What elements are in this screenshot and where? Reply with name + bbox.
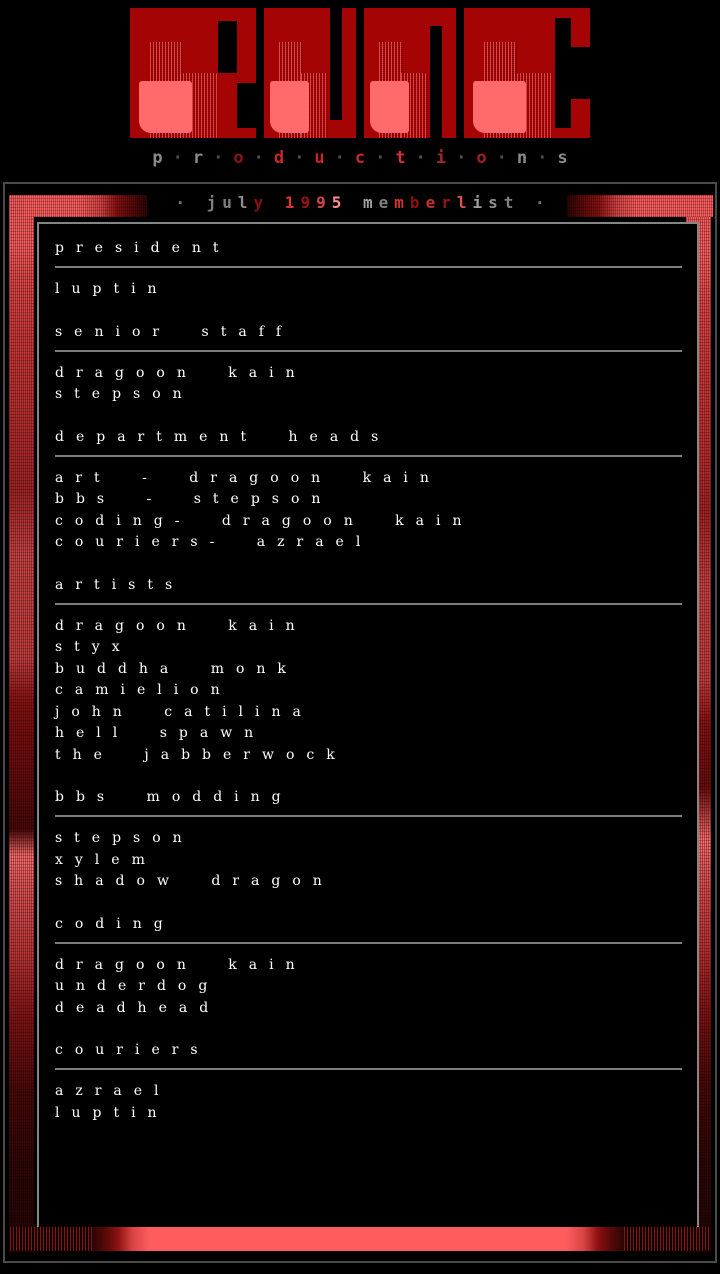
member-row: stepson	[55, 830, 194, 846]
char: ·	[213, 148, 224, 168]
logo-letter-n	[364, 8, 456, 138]
fade-segment	[92, 1227, 150, 1251]
member-row: john catilina	[55, 703, 313, 720]
char: l	[237, 193, 248, 212]
char: c	[354, 148, 366, 168]
section-couriers	[55, 1040, 697, 1124]
section-header: coding	[55, 915, 175, 932]
char: ·	[415, 148, 426, 168]
section-header: department heads	[55, 428, 391, 445]
member-row: stepson	[55, 386, 194, 402]
char: ·	[334, 148, 345, 168]
members-list	[55, 457, 697, 554]
char: s	[557, 148, 568, 168]
char: ·	[537, 148, 548, 168]
char: i	[472, 193, 483, 212]
salmon-bar	[150, 1227, 566, 1251]
section-header: senior staff	[55, 323, 294, 340]
char: 5	[331, 193, 342, 212]
section-president	[55, 238, 697, 301]
member-row: couriers- azrael	[55, 534, 373, 550]
member-row: luptin	[55, 1104, 169, 1121]
char: p	[152, 148, 163, 168]
letter-cut	[330, 8, 342, 120]
members-list	[55, 817, 697, 893]
members-list	[55, 268, 697, 301]
members-list	[55, 1070, 697, 1124]
member-row: dragoon kain	[55, 617, 307, 634]
group-logo	[0, 8, 720, 138]
char: ·	[535, 193, 545, 212]
members-list	[55, 352, 697, 406]
member-row: luptin	[55, 281, 169, 297]
member-row: xylem	[55, 851, 157, 868]
section-header: bbs modding	[55, 789, 293, 805]
char: u	[222, 193, 232, 212]
section-department-heads	[55, 427, 697, 554]
char: b	[409, 193, 420, 212]
member-row: dragoon kain	[55, 364, 307, 381]
member-row: dragoon kain	[55, 956, 307, 973]
char: r	[192, 148, 204, 168]
logo-letter-u	[264, 8, 356, 138]
highlight-block	[370, 81, 409, 133]
member-row: camielion	[55, 682, 232, 698]
productions-label	[0, 148, 720, 168]
highlight-block	[270, 81, 309, 133]
member-row: azrael	[55, 1083, 171, 1099]
member-row: art - dragoon kain	[55, 469, 441, 486]
section-coding	[55, 914, 697, 1020]
bottom-bar	[10, 1227, 710, 1251]
char: i	[435, 148, 447, 168]
letter-cut	[555, 18, 571, 127]
section-artists	[55, 575, 697, 767]
char: 9	[316, 193, 326, 212]
logo-letter-p	[130, 8, 256, 138]
member-row: shadow dragon	[55, 873, 334, 889]
char: e	[378, 193, 389, 212]
char: ·	[253, 148, 264, 168]
memberlist-panel	[37, 222, 699, 1232]
member-row: styx	[55, 639, 132, 655]
letter-cut	[571, 47, 590, 99]
member-row: buddha monk	[55, 660, 298, 677]
logo-letter-c	[464, 8, 590, 138]
char: d	[273, 148, 285, 168]
letter-counter	[218, 21, 237, 73]
char: 9	[300, 193, 311, 212]
char: l	[456, 193, 467, 212]
letter-cut	[430, 26, 442, 138]
char: ·	[294, 148, 305, 168]
char: ·	[375, 148, 386, 168]
char: y	[253, 193, 264, 212]
char: n	[516, 148, 528, 168]
char: 1	[284, 193, 295, 212]
section-header: artists	[55, 576, 185, 593]
members-list	[55, 944, 697, 1020]
char: j	[206, 193, 217, 212]
fade-segment	[566, 1227, 624, 1251]
char	[347, 193, 357, 212]
char	[191, 193, 201, 212]
outer-frame	[3, 182, 717, 1263]
section-senior-staff	[55, 322, 697, 406]
members-list	[55, 605, 697, 767]
left-flame-column	[9, 195, 34, 1252]
memberlist-title	[0, 193, 720, 212]
char	[269, 193, 279, 212]
char: ·	[496, 148, 507, 168]
section-bbs-modding	[55, 787, 697, 893]
char: r	[441, 193, 451, 212]
char: o	[233, 148, 244, 168]
char	[519, 193, 529, 212]
letter-cut	[237, 83, 256, 127]
highlight-block	[139, 81, 192, 133]
member-row: hell spawn	[55, 725, 266, 741]
char: t	[395, 148, 406, 168]
member-row: bbs - stepson	[55, 491, 333, 507]
member-row: underdog	[55, 978, 220, 994]
char: o	[476, 148, 487, 168]
member-row: coding- dragoon kain	[55, 512, 474, 529]
char: m	[363, 193, 373, 212]
char: ·	[175, 193, 185, 212]
char: t	[503, 193, 514, 212]
char: e	[425, 193, 436, 212]
sections-container	[55, 238, 697, 1124]
section-header: president	[55, 240, 231, 256]
char: s	[488, 193, 498, 212]
member-row: deadhead	[55, 999, 221, 1016]
section-header: couriers	[55, 1042, 210, 1058]
char: ·	[456, 148, 467, 168]
char: ·	[172, 148, 183, 168]
member-row: the jabberwock	[55, 746, 347, 763]
dither-segment	[10, 1227, 92, 1251]
char: u	[314, 148, 325, 168]
dither-segment	[624, 1227, 710, 1251]
highlight-block	[473, 81, 526, 133]
char: m	[394, 193, 404, 212]
